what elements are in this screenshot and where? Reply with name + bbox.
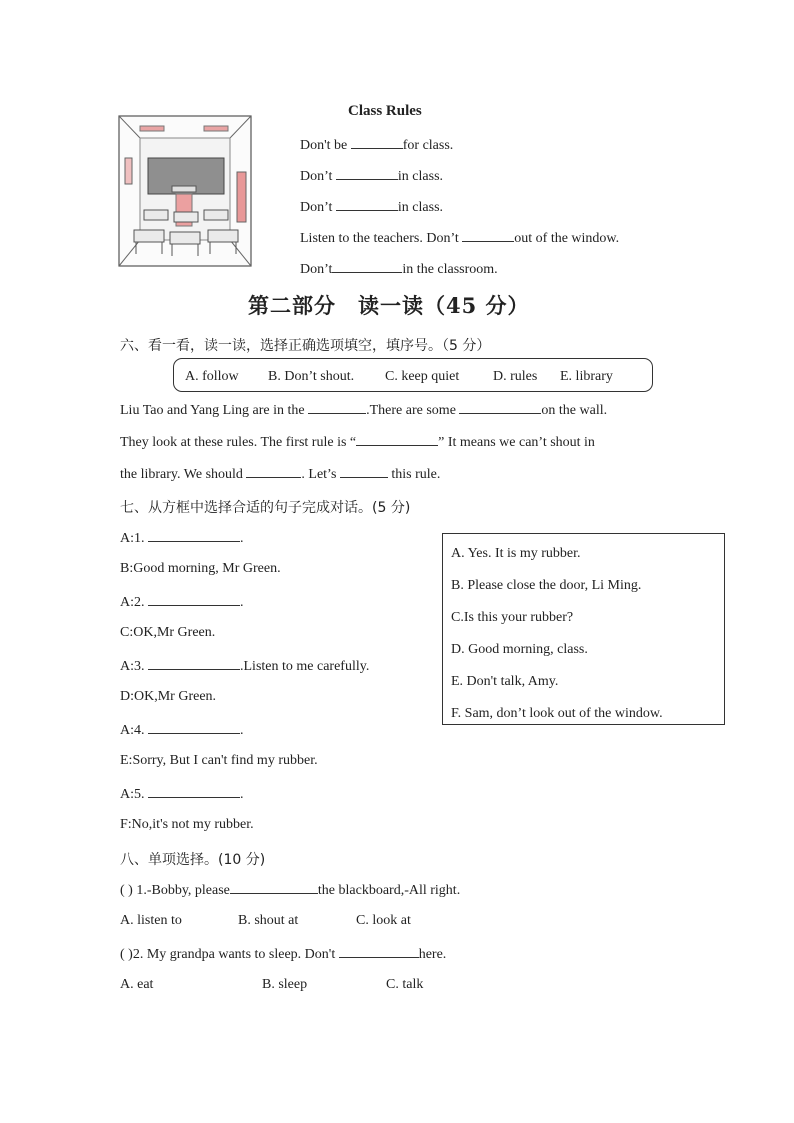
answer-blank (148, 529, 240, 542)
question-1: ( ) 1.-Bobby, please the blackboard,-All right. (120, 883, 461, 898)
dialog-line: A:3. .Listen to me carefully. (120, 659, 370, 674)
option-d: D. rules (493, 369, 538, 384)
question-2: ( )2. My grandpa wants to sleep. Don't here. (120, 947, 447, 962)
answer-blank (148, 657, 240, 670)
answer-blank (148, 785, 240, 798)
dialog-line: A:5. . (120, 787, 244, 802)
rule-3: Don’t in class. (300, 200, 444, 215)
passage-line-1: Liu Tao and Yang Ling are in the .There are some on the wall. (120, 403, 608, 418)
rules-title: Class Rules (348, 103, 422, 119)
dialog-line: B:Good morning, Mr Green. (120, 561, 281, 576)
rule-4: Listen to the teachers. Don’t out of the window. (300, 231, 620, 246)
dialog-line: A:1. . (120, 531, 244, 546)
section8-title: 八、单项选择。(10 分) (120, 852, 266, 868)
rule-2: Don’t in class. (300, 169, 444, 184)
option-a: A. follow (185, 369, 239, 384)
option-b: B. Don’t shout. (268, 369, 355, 384)
choice-sentence: F. Sam, don’t look out of the window. (451, 706, 663, 721)
answer-blank (148, 593, 240, 606)
q2-option-c: C. talk (386, 977, 424, 992)
q2-option-b: B. sleep (262, 977, 308, 992)
part2-heading: 第二部分 读一读（45 分） (248, 293, 530, 318)
dialog-line: A:4. . (120, 723, 244, 738)
choice-sentence: E. Don't talk, Amy. (451, 674, 559, 689)
answer-blank (148, 721, 240, 734)
q2-option-a: A. eat (120, 977, 154, 992)
dialog-line: C:OK,Mr Green. (120, 625, 216, 640)
choice-sentence: A. Yes. It is my rubber. (451, 546, 581, 561)
q1-option-a: A. listen to (120, 913, 182, 928)
choice-sentence: C.Is this your rubber? (451, 610, 574, 625)
dialog-line: E:Sorry, But I can't find my rubber. (120, 753, 318, 768)
q1-option-c: C. look at (356, 913, 411, 928)
option-c: C. keep quiet (385, 369, 460, 384)
passage-line-2: They look at these rules. The first rule is “ ” It means we can’t shout in (120, 435, 595, 450)
classroom-illustration (112, 112, 256, 272)
q1-option-b: B. shout at (238, 913, 299, 928)
rule-5: Don’t in the classroom. (300, 262, 498, 277)
dialog-line: A:2. . (120, 595, 244, 610)
section6-title: 六、看一看，读一读，选择正确选项填空，填序号。（5 分） (120, 338, 491, 354)
choice-sentence: D. Good morning, class. (451, 642, 588, 657)
dialog-line: F:No,it's not my rubber. (120, 817, 254, 832)
rule-1: Don't be for class. (300, 138, 454, 153)
section7-title: 七、从方框中选择合适的句子完成对话。(5 分) (120, 500, 411, 516)
dialog-line: D:OK,Mr Green. (120, 689, 217, 704)
option-e: E. library (560, 369, 613, 384)
choice-sentence: B. Please close the door, Li Ming. (451, 578, 642, 593)
passage-line-3: the library. We should . Let’s this rule. (120, 467, 441, 482)
